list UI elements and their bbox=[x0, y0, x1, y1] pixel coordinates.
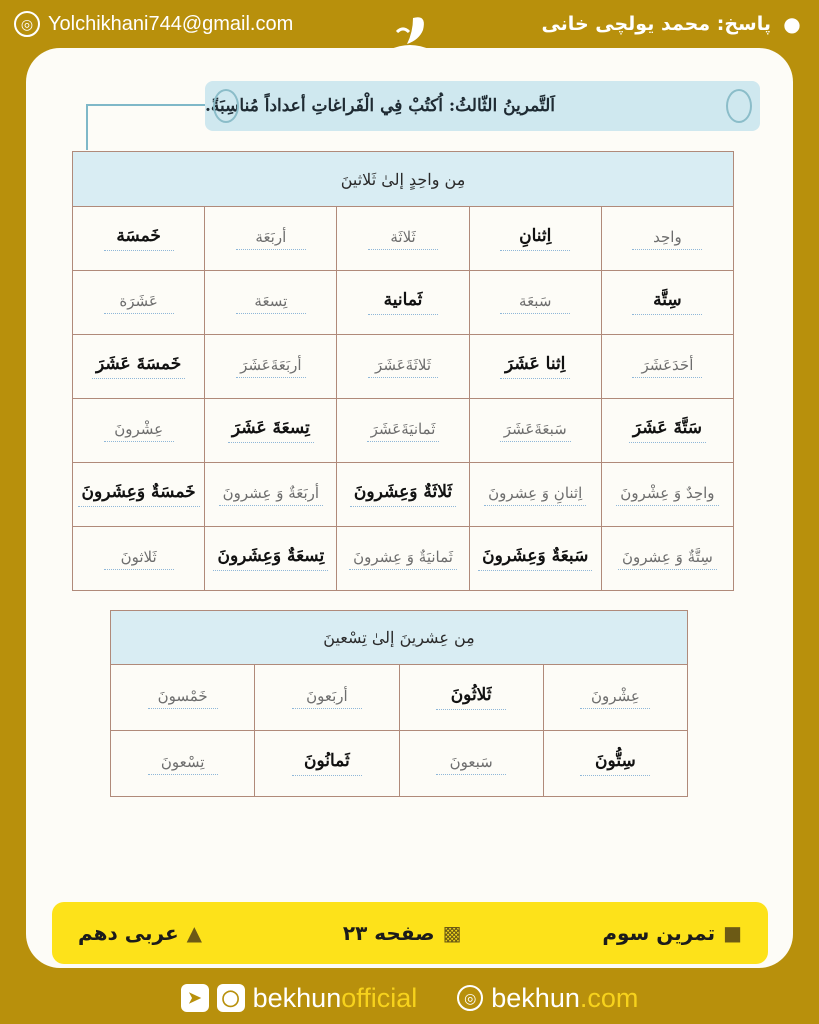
number-word: خَمسَة bbox=[104, 226, 174, 251]
footer-info-bar bbox=[52, 902, 768, 964]
number-word: سِتُّونَ bbox=[580, 751, 650, 776]
number-word: خَمْسونَ bbox=[148, 687, 218, 710]
answer-cell bbox=[399, 665, 543, 731]
answer-cell bbox=[73, 207, 205, 271]
answer-cell bbox=[205, 399, 337, 463]
table-row bbox=[111, 731, 688, 797]
given-cell bbox=[601, 463, 733, 527]
answer-cell bbox=[469, 207, 601, 271]
number-word: أربَعونَ bbox=[292, 687, 362, 710]
given-cell bbox=[205, 271, 337, 335]
given-cell bbox=[601, 335, 733, 399]
number-word: اِثنا عَشَرَ bbox=[500, 354, 570, 379]
website-link[interactable] bbox=[457, 983, 638, 1014]
given-cell bbox=[205, 463, 337, 527]
site-suffix: .com bbox=[579, 982, 639, 1013]
number-word: واحِدٌ وَ عِشْرونَ bbox=[616, 484, 718, 507]
table-row bbox=[73, 271, 734, 335]
number-word: تِسعَةٌ وَعِشَرونَ bbox=[213, 546, 328, 571]
number-word: اِثنانِ bbox=[500, 226, 570, 251]
number-word: تِسعَة bbox=[236, 292, 306, 315]
page-number: صفحه ۲۳ bbox=[342, 921, 435, 945]
given-cell bbox=[205, 207, 337, 271]
graduation-cap-icon: ▲ bbox=[186, 921, 203, 945]
tens-20-90-table bbox=[110, 610, 688, 797]
number-word: خَمسَةٌ وَعِشَرونَ bbox=[78, 482, 200, 507]
social-prefix: bekhun bbox=[252, 982, 342, 1013]
table-row bbox=[73, 399, 734, 463]
table-row bbox=[73, 335, 734, 399]
decorative-connector bbox=[86, 104, 206, 150]
globe-icon: ◎ bbox=[457, 985, 483, 1011]
bottom-links bbox=[0, 972, 819, 1024]
exercise-title: اَلتَّمرينُ الثّالثُ: اُكتُبْ فِي الْفَراغاتِ أعداداً مُناسِبَةً. bbox=[205, 96, 556, 116]
number-word: سَبعونَ bbox=[436, 753, 506, 776]
table-row bbox=[111, 665, 688, 731]
author-text: پاسخ: محمد یولچی خانی bbox=[541, 13, 771, 35]
social-suffix: official bbox=[341, 982, 418, 1013]
given-cell bbox=[399, 731, 543, 797]
globe-icon: ◎ bbox=[14, 11, 40, 37]
table-row bbox=[73, 527, 734, 591]
given-cell bbox=[255, 665, 399, 731]
given-cell bbox=[73, 527, 205, 591]
answer-cell bbox=[469, 527, 601, 591]
email-contact[interactable] bbox=[14, 11, 293, 37]
number-word: ثَمانية bbox=[368, 290, 438, 315]
number-word: سِتَّة bbox=[632, 290, 702, 315]
user-icon: ● bbox=[783, 12, 801, 36]
site-prefix: bekhun bbox=[491, 982, 580, 1013]
instagram-icon[interactable]: ◯ bbox=[217, 984, 245, 1012]
number-word: سَتَّةَ عَشَرَ bbox=[629, 418, 706, 443]
open-book-icon: ▩ bbox=[442, 921, 462, 945]
given-cell bbox=[337, 527, 469, 591]
given-cell bbox=[73, 271, 205, 335]
exercise-number: تمرین سوم bbox=[602, 921, 716, 945]
author-credit bbox=[541, 11, 805, 37]
given-cell bbox=[601, 207, 733, 271]
number-word: تِسعَةَ عَشَرَ bbox=[228, 418, 314, 443]
number-word: تِسْعونَ bbox=[148, 753, 218, 776]
table-heading: مِن عِشرينَ إلىٰ تِسْعينَ bbox=[111, 611, 688, 665]
subject-name: عربی دهم bbox=[78, 921, 179, 945]
answer-cell bbox=[73, 463, 205, 527]
table-heading: مِن واحِدٍ إلىٰ ثَلاثينَ bbox=[73, 152, 734, 207]
email-text: Yolchikhani744@gmail.com bbox=[48, 12, 294, 35]
number-word: ثَمانيَةَعَشَرَ bbox=[367, 420, 440, 443]
given-cell bbox=[469, 463, 601, 527]
numbers-1-30-table bbox=[72, 151, 734, 591]
ornament-icon bbox=[213, 89, 239, 123]
answer-cell bbox=[73, 335, 205, 399]
number-word: سِتَّةٌ وَ عِشرونَ bbox=[618, 548, 717, 571]
number-word: ثَلاثَةَعَشَرَ bbox=[368, 356, 438, 379]
given-cell bbox=[601, 527, 733, 591]
number-word: أربَعَةَعَشَرَ bbox=[236, 356, 306, 379]
exercise-title-banner bbox=[205, 81, 760, 131]
table-row bbox=[73, 207, 734, 271]
given-cell bbox=[111, 731, 255, 797]
given-cell bbox=[543, 665, 687, 731]
number-word: ثَلاثونَ bbox=[104, 548, 174, 571]
number-word: عِشْرونَ bbox=[580, 687, 650, 710]
number-word: ثَمانيَةٌ وَ عِشرونَ bbox=[349, 548, 457, 571]
number-word: أربَعَة bbox=[236, 228, 306, 251]
given-cell bbox=[337, 335, 469, 399]
number-word: سَبعَة bbox=[500, 292, 570, 315]
number-word: سَبعَةٌ وَعِشَرونَ bbox=[478, 546, 592, 571]
given-cell bbox=[337, 207, 469, 271]
number-word: ثَلاثَةٌ وَعِشَرونَ bbox=[350, 482, 456, 507]
answer-cell bbox=[337, 463, 469, 527]
answer-cell bbox=[205, 527, 337, 591]
given-cell bbox=[205, 335, 337, 399]
table-row bbox=[73, 463, 734, 527]
given-cell bbox=[469, 399, 601, 463]
number-word: اِثنانِ وَ عِشرونَ bbox=[484, 484, 586, 507]
teacher-icon: ■ bbox=[723, 921, 742, 945]
answer-cell bbox=[255, 731, 399, 797]
answer-cell bbox=[337, 271, 469, 335]
ornament-icon bbox=[726, 89, 752, 123]
given-cell bbox=[111, 665, 255, 731]
number-word: واحِد bbox=[632, 228, 702, 251]
number-word: سَبعَةَعَشَرَ bbox=[500, 420, 571, 443]
number-word: أحَدَعَشَرَ bbox=[632, 356, 702, 379]
number-word: عِشْرونَ bbox=[104, 420, 174, 443]
number-word: خَمسَةَ عَشَرَ bbox=[92, 354, 185, 379]
number-word: ثَلاثَة bbox=[368, 228, 438, 251]
answer-cell bbox=[543, 731, 687, 797]
answer-cell bbox=[601, 399, 733, 463]
page-label bbox=[343, 921, 462, 945]
number-word: أربَعَةٌ وَ عِشرونَ bbox=[219, 484, 324, 507]
given-cell bbox=[73, 399, 205, 463]
social-handle[interactable] bbox=[181, 983, 418, 1014]
given-cell bbox=[337, 399, 469, 463]
answer-cell bbox=[469, 335, 601, 399]
answer-cell bbox=[601, 271, 733, 335]
given-cell bbox=[469, 271, 601, 335]
number-word: ثَمانُونَ bbox=[292, 751, 362, 776]
exercise-label bbox=[602, 921, 742, 945]
number-word: ثَلاثُونَ bbox=[436, 685, 506, 710]
number-word: عَشَرَة bbox=[104, 292, 174, 315]
telegram-icon[interactable]: ➤ bbox=[181, 984, 209, 1012]
subject-label bbox=[78, 921, 202, 945]
